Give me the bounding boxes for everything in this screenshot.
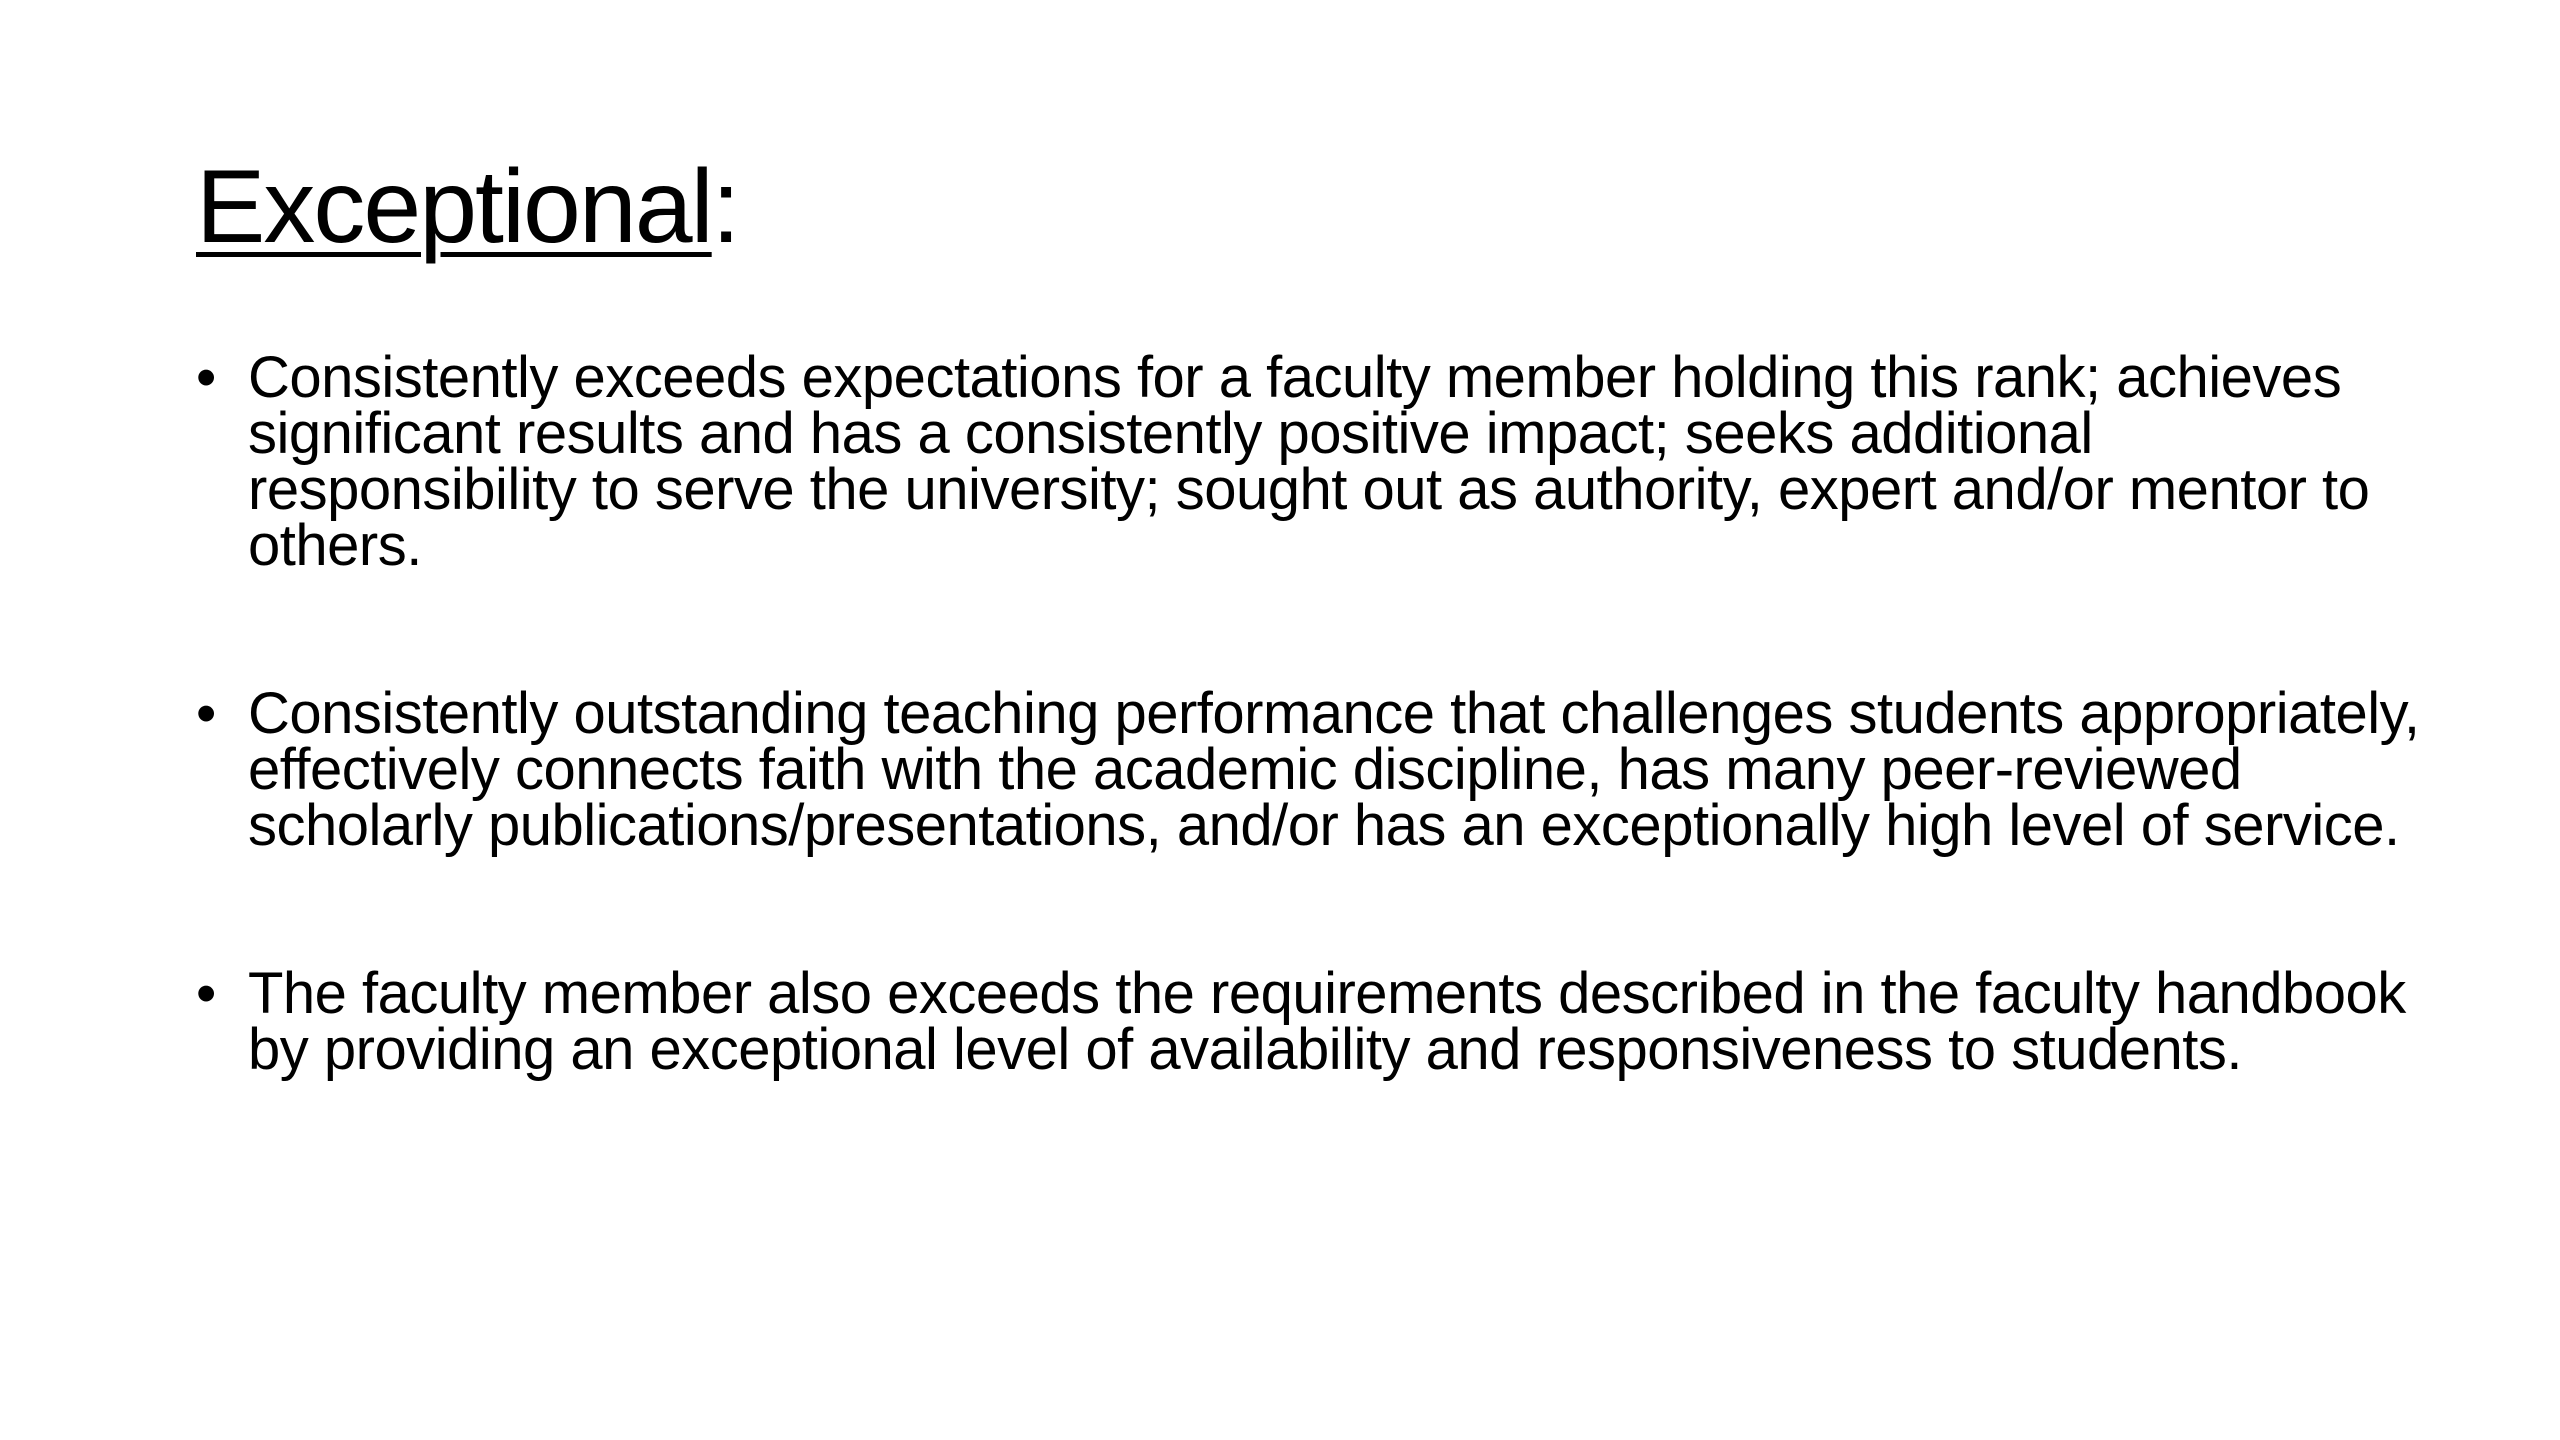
bullet-marker: • (196, 681, 216, 746)
bullet-text: Consistently outstanding teaching performance that challenges students appropriately, effectively connects faith with the academic discipline, has many peer-reviewed scholarly publications/presentations, and/or has an exceptionally high level of service. (248, 681, 2420, 858)
slide-title (196, 150, 739, 264)
bullet-list (196, 345, 2436, 1190)
bullet-text: Consistently exceeds expectations for a faculty member holding this rank; achieves significant results and has a consistently positive impact; seeks additional responsibility to serve the university; sought out as authority, expert and/or mentor to others. (248, 345, 2370, 578)
bullet-text: The faculty member also exceeds the requirements described in the faculty handbook by providing an exceptional level of availability and responsiveness to students. (248, 961, 2406, 1082)
bullet-marker: • (196, 345, 216, 410)
list-item (196, 345, 2436, 578)
bullet-marker: • (196, 961, 216, 1026)
title-text: Exceptional (196, 149, 712, 265)
list-item (196, 961, 2436, 1082)
title-colon: : (711, 149, 739, 265)
list-item (196, 681, 2436, 858)
